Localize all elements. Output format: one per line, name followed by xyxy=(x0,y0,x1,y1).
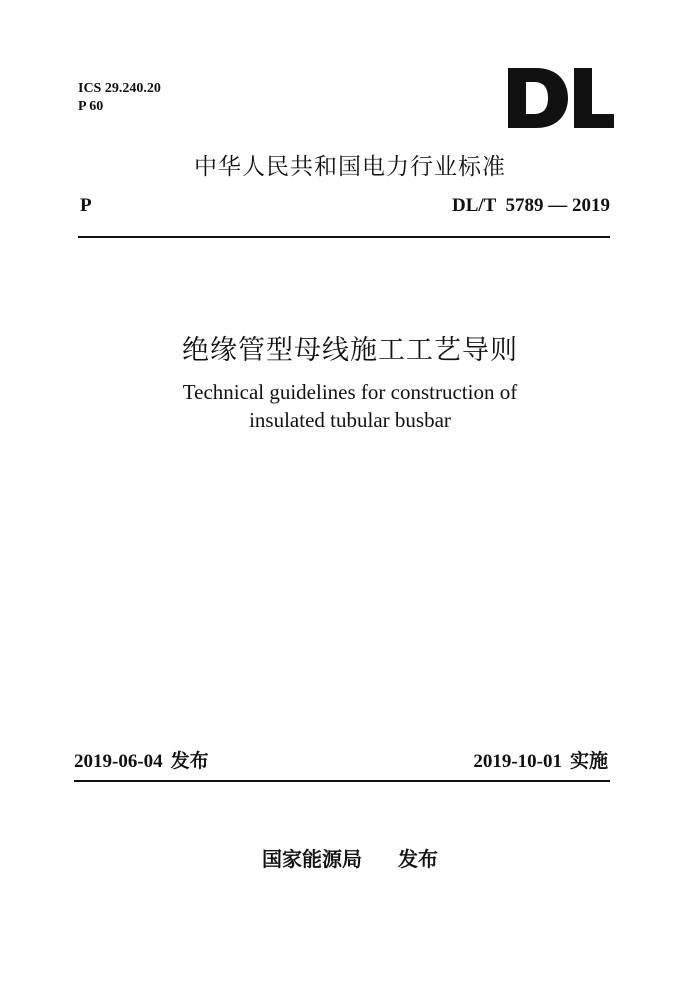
standard-type: 中华人民共和国电力行业标准 xyxy=(194,154,506,180)
top-divider xyxy=(78,236,610,238)
issuer-action: 发布 xyxy=(398,847,438,871)
issuer xyxy=(0,843,700,872)
dl-logo xyxy=(508,66,614,130)
title-english-line2: insulated tubular busbar xyxy=(249,408,451,432)
title-chinese: 绝缘管型母线施工工艺导则 xyxy=(182,335,518,366)
title-english xyxy=(0,378,700,434)
ics-code: ICS 29.240.20 xyxy=(78,81,161,96)
issuer-name: 国家能源局 xyxy=(262,847,362,871)
implement-label: 实施 xyxy=(569,750,608,772)
publish-date: 2019-06-04 xyxy=(74,751,163,772)
publish-label: 发布 xyxy=(170,750,209,772)
classification-codes xyxy=(78,80,161,116)
category-code: P xyxy=(80,195,92,216)
title-english-line1: Technical guidelines for construction of xyxy=(182,380,518,404)
standard-number: DL/T 5789 — 2019 xyxy=(451,195,610,216)
implement-info xyxy=(473,746,608,773)
ccs-code: P 60 xyxy=(78,99,104,114)
implement-date: 2019-10-01 xyxy=(473,751,562,772)
publish-info xyxy=(74,746,209,773)
bottom-divider xyxy=(74,780,610,782)
